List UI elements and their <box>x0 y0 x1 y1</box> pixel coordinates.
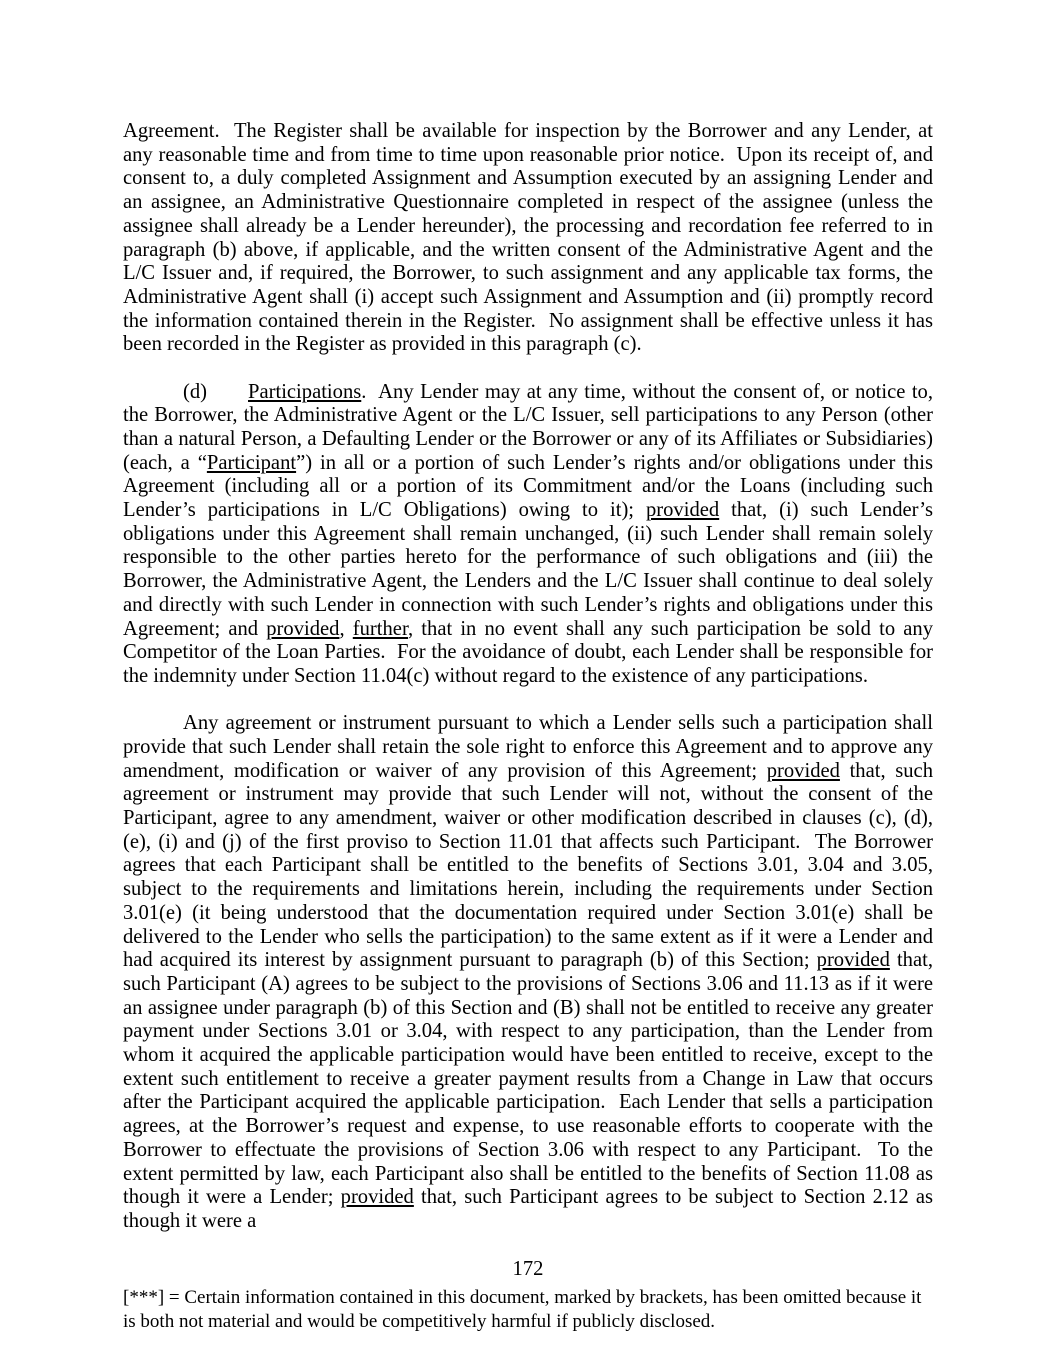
underlined-term: further <box>352 617 408 640</box>
text-segment: that, such Participant agrees to be subject to Section 2.12 as though it were a <box>123 1186 933 1232</box>
underlined-term: Participations <box>248 380 362 403</box>
paragraph-register-continuation <box>123 120 933 357</box>
paragraph-participation-terms <box>123 712 933 1233</box>
text-segment: Agreement. The Register shall be available for inspection by the Borrower and any Lender, at any reasonable time and from time to time upon reasonable prior notice. Upon its receipt of, and consent to, a duly completed Assignment and Assumption executed by an assigning Lender and an assignee, an Administrative Questionnaire completed in respect of the assignee (unless the assignee shall already be a Lender hereunder), the processing and recordation fee referred to in paragraph (b) above, if applicable, and the written consent of the Administrative Agent and the L/C Issuer and, if required, the Borrower, to such assignment and any applicable tax forms, the Administrative Agent shall (i) accept such Assignment and Assumption and (ii) promptly record the information contained therein in the Register. No assignment shall be effective unless it has been recorded in the Register as provided in this paragraph (c). <box>123 120 933 356</box>
document-paragraphs <box>123 120 933 1234</box>
text-segment: that, (i) such Lender’s obligations under this Agreement shall remain unchanged, (ii) such Lender shall remain solely responsible to the other parties hereto for the performance of such obligations and (iii) the Borrower, the Administrative Agent, the Lenders and the L/C Issuer shall continue to deal solely and directly with such Lender in connection with such Lender’s rights and obligations under this Agreement; and <box>123 499 933 640</box>
underlined-term: provided <box>645 499 720 522</box>
text-segment: , <box>339 617 353 640</box>
text-segment: , that in no event shall any such participation be sold to any Competitor of the Loan Parties. For the avoidance of doubt, each Lender shall be responsible for the indemnity under Section 11.04(c) without regard to the existence of any participations. <box>123 617 934 687</box>
text-segment: Any agreement or instrument pursuant to which a Lender sells such a participation shall provide that such Lender shall retain the sole right to enforce this Agreement and to approve any amendment, modification or waiver of any provision of this Agreement; <box>123 712 933 782</box>
text-segment: that, such agreement or instrument may provide that such Lender will not, without the consent of the Participant, agree to any amendment, waiver or other modification described in clauses (c), (d), (e), (i) and (j) of the first proviso to Section 11.01 that affects such Participant. The Borrower agrees that each Participant shall be entitled to the benefits of Sections 3.01, 3.04 and 3.05, subject to the requirements and limitations herein, including the requirements under Section 3.01(e) (it being understood that the documentation required under Section 3.01(e) shall be delivered to the Lender who sells the participation) to the same extent as if it were a Lender and had acquired its interest by assignment pursuant to paragraph (b) of this Section; <box>123 759 933 972</box>
underlined-term: provided <box>766 759 840 782</box>
underlined-term: Participant <box>206 451 297 474</box>
underlined-term: provided <box>340 1186 414 1209</box>
page-number: 172 <box>512 1258 544 1281</box>
text-segment: . Any Lender may at any time, without the consent of, or notice to, the Borrower, the Administrative Agent or the L/C Issuer, sell participations to any Person (other than a natural Person, a Defaulting Lender or the Borrower or any of its Affiliates or Subsidiaries) (each, a “ <box>123 380 933 474</box>
footnote: [***] = Certain information contained in this document, marked by brackets, has been omitted because it is both not material and would be competitively harmful if publicly disclosed. <box>123 1287 922 1332</box>
underlined-term: provided <box>816 949 890 972</box>
paragraph-label: (d) <box>183 380 208 403</box>
underlined-term: provided <box>266 617 340 640</box>
text-segment: ”) in all or a portion of such Lender’s rights and/or obligations under this Agreement (including all or a portion of its Commitment and/or the Loans (including such Lender’s participations in L/C Obligations) owing to it); <box>123 451 933 522</box>
document-content <box>123 120 933 1333</box>
paragraph-d-participations <box>123 381 933 689</box>
text-segment: that, such Participant (A) agrees to be subject to the provisions of Sections 3.06 and 11.13 as if it were an assignee under paragraph (b) of this Section and (B) shall not be entitled to receive any greater payment under Sections 3.01 or 3.04, with respect to any participation, than the Lender from whom it acquired the applicable participation would have been entitled to receive, except to the extent such entitlement to receive a greater payment results from a Change in Law that occurs after the Participant acquired the applicable participation. Each Lender that sells a participation agrees, at the Borrower’s request and expense, to use reasonable efforts to cooperate with the Borrower to effectuate the provisions of Section 3.06 with respect to any Participant. To the extent permitted by law, each Participant also shall be entitled to the benefits of Section 11.08 as though it were a Lender; <box>123 949 933 1209</box>
